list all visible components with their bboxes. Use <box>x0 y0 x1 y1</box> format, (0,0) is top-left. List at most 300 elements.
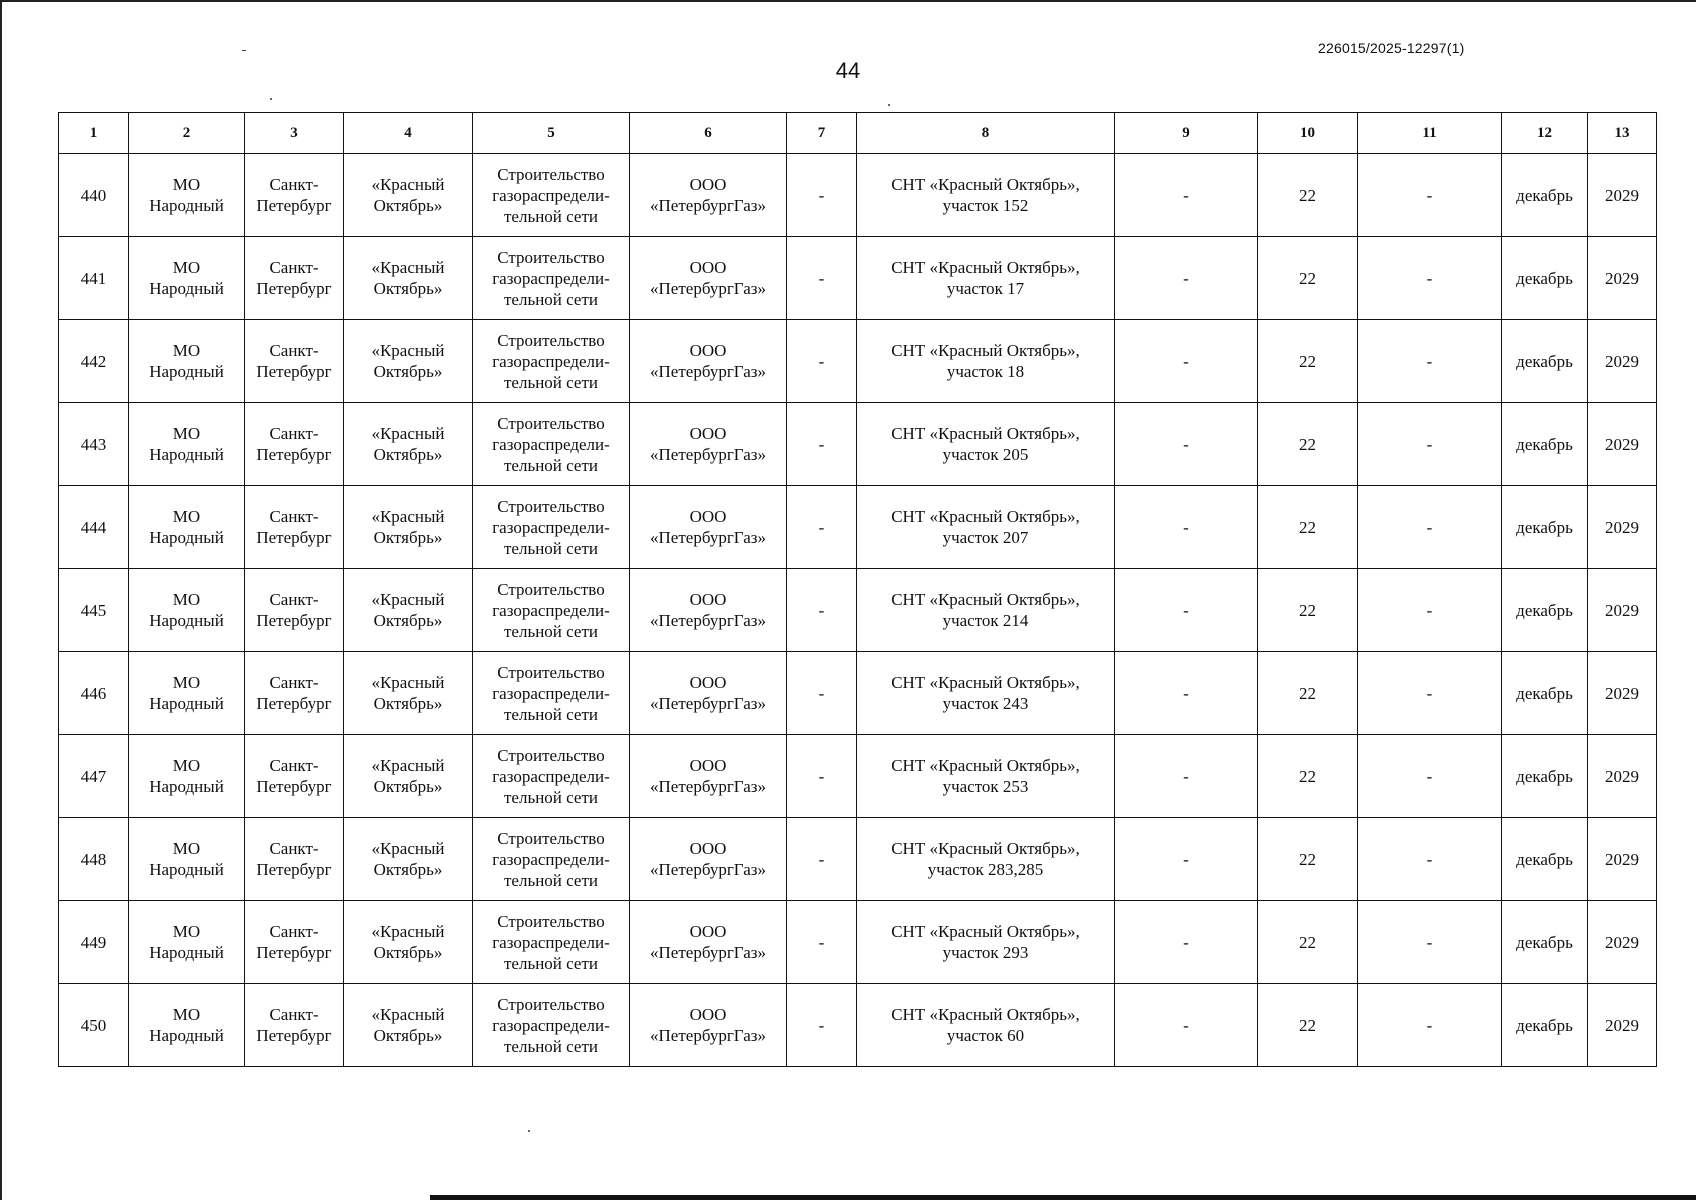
column-header: 10 <box>1258 113 1358 154</box>
area-cell <box>344 154 473 237</box>
cell-line: Народный <box>149 860 224 879</box>
cell-line: ООО <box>689 839 727 858</box>
address-cell <box>857 652 1115 735</box>
table-row <box>59 403 1657 486</box>
column-7-cell: - <box>787 735 857 818</box>
row-number-cell: 449 <box>59 901 129 984</box>
cell-line: Строительство <box>497 247 605 267</box>
work-type-cell <box>473 154 630 237</box>
area-cell <box>344 901 473 984</box>
column-9-cell: - <box>1115 237 1258 320</box>
scan-edge-bottom <box>430 1195 1696 1200</box>
cell-line: Петербург <box>256 611 332 630</box>
column-11-cell: - <box>1358 486 1502 569</box>
work-type-cell <box>473 818 630 901</box>
cell-line: МО <box>172 590 201 609</box>
work-type-cell <box>473 569 630 652</box>
cell-line: СНТ «Красный Октябрь», <box>891 756 1080 775</box>
cell-line: газораспредели- <box>492 517 610 537</box>
cell-line: Строительство <box>497 662 605 682</box>
organization-cell <box>630 735 787 818</box>
column-9-cell: - <box>1115 486 1258 569</box>
column-9-cell: - <box>1115 818 1258 901</box>
cell-line: МО <box>172 1005 201 1024</box>
cell-line: Народный <box>149 196 224 215</box>
cell-line: Санкт- <box>269 922 319 941</box>
cell-line: МО <box>172 424 201 443</box>
column-9-cell: - <box>1115 984 1258 1067</box>
column-9-cell: - <box>1115 901 1258 984</box>
organization-cell <box>630 984 787 1067</box>
column-9-cell: - <box>1115 154 1258 237</box>
cell-line: Народный <box>149 694 224 713</box>
row-number-cell: 445 <box>59 569 129 652</box>
cell-line: СНТ «Красный Октябрь», <box>891 839 1080 858</box>
year-cell: 2029 <box>1588 237 1657 320</box>
address-cell <box>857 569 1115 652</box>
column-header: 1 <box>59 113 129 154</box>
work-type-cell <box>473 486 630 569</box>
cell-line: СНТ «Красный Октябрь», <box>891 507 1080 526</box>
work-type-cell <box>473 984 630 1067</box>
cell-line: ООО <box>689 424 727 443</box>
row-number-cell: 441 <box>59 237 129 320</box>
year-cell: 2029 <box>1588 320 1657 403</box>
column-7-cell: - <box>787 818 857 901</box>
cell-line: СНТ «Красный Октябрь», <box>891 258 1080 277</box>
year-cell: 2029 <box>1588 569 1657 652</box>
cell-line: Санкт- <box>269 507 319 526</box>
work-type-cell <box>473 901 630 984</box>
scan-speck <box>270 98 272 100</box>
cell-line: МО <box>172 507 201 526</box>
cell-line: газораспредели- <box>492 849 610 869</box>
column-11-cell: - <box>1358 818 1502 901</box>
column-10-cell: 22 <box>1258 569 1358 652</box>
municipality-cell <box>129 569 245 652</box>
cell-line: МО <box>172 922 201 941</box>
cell-line: участок 205 <box>942 445 1029 464</box>
cell-line: МО <box>172 673 201 692</box>
cell-line: тельной сети <box>504 621 598 641</box>
column-7-cell: - <box>787 652 857 735</box>
municipality-cell <box>129 818 245 901</box>
area-cell <box>344 320 473 403</box>
cell-line: Строительство <box>497 828 605 848</box>
month-cell: декабрь <box>1502 237 1588 320</box>
cell-line: ООО <box>689 175 727 194</box>
organization-cell <box>630 486 787 569</box>
municipality-cell <box>129 486 245 569</box>
cell-line: Народный <box>149 777 224 796</box>
work-type-cell <box>473 237 630 320</box>
cell-line: «Красный <box>371 341 445 360</box>
cell-line: ООО <box>689 258 727 277</box>
table-row <box>59 486 1657 569</box>
month-cell: декабрь <box>1502 901 1588 984</box>
cell-line: ООО <box>689 341 727 360</box>
column-header: 5 <box>473 113 630 154</box>
row-number-cell: 440 <box>59 154 129 237</box>
cell-line: «ПетербургГаз» <box>650 777 766 796</box>
column-header: 13 <box>1588 113 1657 154</box>
year-cell: 2029 <box>1588 818 1657 901</box>
cell-line: участок 253 <box>942 777 1029 796</box>
cell-line: Санкт- <box>269 258 319 277</box>
row-number-cell: 450 <box>59 984 129 1067</box>
cell-line: участок 293 <box>942 943 1029 962</box>
cell-line: Строительство <box>497 579 605 599</box>
cell-line: Петербург <box>256 362 332 381</box>
cell-line: Санкт- <box>269 590 319 609</box>
column-10-cell: 22 <box>1258 735 1358 818</box>
cell-line: участок 60 <box>946 1026 1025 1045</box>
organization-cell <box>630 154 787 237</box>
address-cell <box>857 984 1115 1067</box>
cell-line: участок 214 <box>942 611 1029 630</box>
table-row <box>59 901 1657 984</box>
cell-line: ООО <box>689 590 727 609</box>
column-9-cell: - <box>1115 569 1258 652</box>
cell-line: ООО <box>689 756 727 775</box>
table-row <box>59 154 1657 237</box>
year-cell: 2029 <box>1588 403 1657 486</box>
column-11-cell: - <box>1358 320 1502 403</box>
cell-line: «ПетербургГаз» <box>650 694 766 713</box>
cell-line: участок 17 <box>946 279 1025 298</box>
table-row <box>59 569 1657 652</box>
column-10-cell: 22 <box>1258 403 1358 486</box>
cell-line: Народный <box>149 528 224 547</box>
cell-line: Санкт- <box>269 175 319 194</box>
row-number-cell: 444 <box>59 486 129 569</box>
column-header: 7 <box>787 113 857 154</box>
cell-line: Октябрь» <box>373 362 443 381</box>
municipality-cell <box>129 154 245 237</box>
work-type-cell <box>473 735 630 818</box>
month-cell: декабрь <box>1502 486 1588 569</box>
organization-cell <box>630 237 787 320</box>
cell-line: Санкт- <box>269 756 319 775</box>
municipality-cell <box>129 237 245 320</box>
cell-line: Народный <box>149 362 224 381</box>
column-7-cell: - <box>787 237 857 320</box>
column-header: 11 <box>1358 113 1502 154</box>
area-cell <box>344 403 473 486</box>
column-7-cell: - <box>787 403 857 486</box>
registration-number: 226015/2025-12297(1) <box>1318 40 1465 56</box>
cell-line: «Красный <box>371 1005 445 1024</box>
address-cell <box>857 154 1115 237</box>
address-cell <box>857 901 1115 984</box>
column-11-cell: - <box>1358 237 1502 320</box>
column-header: 4 <box>344 113 473 154</box>
cell-line: газораспредели- <box>492 600 610 620</box>
month-cell: декабрь <box>1502 735 1588 818</box>
cell-line: «Красный <box>371 258 445 277</box>
column-7-cell: - <box>787 984 857 1067</box>
cell-line: газораспредели- <box>492 766 610 786</box>
cell-line: участок 152 <box>942 196 1029 215</box>
cell-line: «ПетербургГаз» <box>650 943 766 962</box>
cell-line: Октябрь» <box>373 943 443 962</box>
cell-line: МО <box>172 175 201 194</box>
cell-line: «ПетербургГаз» <box>650 860 766 879</box>
column-header: 6 <box>630 113 787 154</box>
cell-line: Петербург <box>256 279 332 298</box>
cell-line: «Красный <box>371 590 445 609</box>
city-cell <box>245 237 344 320</box>
city-cell <box>245 486 344 569</box>
municipality-cell <box>129 735 245 818</box>
cell-line: газораспредели- <box>492 434 610 454</box>
organization-cell <box>630 403 787 486</box>
month-cell: декабрь <box>1502 818 1588 901</box>
cell-line: Октябрь» <box>373 445 443 464</box>
cell-line: «Красный <box>371 756 445 775</box>
area-cell <box>344 569 473 652</box>
cell-line: «ПетербургГаз» <box>650 611 766 630</box>
cell-line: СНТ «Красный Октябрь», <box>891 1005 1080 1024</box>
column-7-cell: - <box>787 569 857 652</box>
cell-line: «ПетербургГаз» <box>650 528 766 547</box>
cell-line: тельной сети <box>504 1036 598 1056</box>
cell-line: Строительство <box>497 164 605 184</box>
cell-line: Санкт- <box>269 673 319 692</box>
column-7-cell: - <box>787 901 857 984</box>
cell-line: тельной сети <box>504 206 598 226</box>
column-10-cell: 22 <box>1258 320 1358 403</box>
column-11-cell: - <box>1358 901 1502 984</box>
cell-line: Строительство <box>497 994 605 1014</box>
area-cell <box>344 818 473 901</box>
cell-line: тельной сети <box>504 870 598 890</box>
address-cell <box>857 735 1115 818</box>
column-11-cell: - <box>1358 569 1502 652</box>
city-cell <box>245 320 344 403</box>
work-type-cell <box>473 403 630 486</box>
cell-line: «ПетербургГаз» <box>650 279 766 298</box>
scan-speck <box>242 50 246 51</box>
column-9-cell: - <box>1115 320 1258 403</box>
cell-line: участок 207 <box>942 528 1029 547</box>
scan-edge-left <box>0 0 2 1200</box>
municipality-cell <box>129 984 245 1067</box>
cell-line: «Красный <box>371 673 445 692</box>
cell-line: Народный <box>149 943 224 962</box>
table-body <box>59 154 1657 1067</box>
month-cell: декабрь <box>1502 569 1588 652</box>
cell-line: тельной сети <box>504 538 598 558</box>
column-11-cell: - <box>1358 403 1502 486</box>
cell-line: СНТ «Красный Октябрь», <box>891 673 1080 692</box>
cell-line: участок 243 <box>942 694 1029 713</box>
cell-line: Строительство <box>497 496 605 516</box>
cell-line: Октябрь» <box>373 196 443 215</box>
month-cell: декабрь <box>1502 320 1588 403</box>
cell-line: Народный <box>149 279 224 298</box>
row-number-cell: 442 <box>59 320 129 403</box>
cell-line: Санкт- <box>269 1005 319 1024</box>
table-header-row <box>59 113 1657 154</box>
cell-line: СНТ «Красный Октябрь», <box>891 175 1080 194</box>
column-11-cell: - <box>1358 735 1502 818</box>
city-cell <box>245 901 344 984</box>
cell-line: тельной сети <box>504 372 598 392</box>
column-10-cell: 22 <box>1258 237 1358 320</box>
column-7-cell: - <box>787 320 857 403</box>
cell-line: Петербург <box>256 860 332 879</box>
column-9-cell: - <box>1115 403 1258 486</box>
cell-line: МО <box>172 839 201 858</box>
scan-speck <box>528 1130 530 1132</box>
column-10-cell: 22 <box>1258 818 1358 901</box>
column-10-cell: 22 <box>1258 901 1358 984</box>
row-number-cell: 443 <box>59 403 129 486</box>
municipality-cell <box>129 652 245 735</box>
organization-cell <box>630 652 787 735</box>
cell-line: Народный <box>149 1026 224 1045</box>
column-7-cell: - <box>787 154 857 237</box>
city-cell <box>245 403 344 486</box>
area-cell <box>344 652 473 735</box>
cell-line: СНТ «Красный Октябрь», <box>891 590 1080 609</box>
month-cell: декабрь <box>1502 652 1588 735</box>
cell-line: «Красный <box>371 424 445 443</box>
cell-line: Петербург <box>256 1026 332 1045</box>
scan-speck <box>888 104 890 106</box>
cell-line: «Красный <box>371 507 445 526</box>
cell-line: Строительство <box>497 911 605 931</box>
month-cell: декабрь <box>1502 403 1588 486</box>
area-cell <box>344 237 473 320</box>
cell-line: «ПетербургГаз» <box>650 445 766 464</box>
municipality-cell <box>129 320 245 403</box>
cell-line: участок 18 <box>946 362 1025 381</box>
cell-line: МО <box>172 341 201 360</box>
address-cell <box>857 486 1115 569</box>
column-10-cell: 22 <box>1258 486 1358 569</box>
column-header: 3 <box>245 113 344 154</box>
year-cell: 2029 <box>1588 901 1657 984</box>
row-number-cell: 446 <box>59 652 129 735</box>
work-type-cell <box>473 320 630 403</box>
column-11-cell: - <box>1358 154 1502 237</box>
cell-line: газораспредели- <box>492 185 610 205</box>
column-header: 9 <box>1115 113 1258 154</box>
area-cell <box>344 486 473 569</box>
area-cell <box>344 735 473 818</box>
cell-line: Октябрь» <box>373 1026 443 1045</box>
cell-line: Народный <box>149 445 224 464</box>
cell-line: Петербург <box>256 445 332 464</box>
city-cell <box>245 984 344 1067</box>
cell-line: тельной сети <box>504 953 598 973</box>
address-cell <box>857 320 1115 403</box>
register-table <box>58 112 1657 1067</box>
month-cell: декабрь <box>1502 984 1588 1067</box>
cell-line: газораспредели- <box>492 932 610 952</box>
table-row <box>59 818 1657 901</box>
cell-line: Строительство <box>497 330 605 350</box>
cell-line: газораспредели- <box>492 683 610 703</box>
column-header: 12 <box>1502 113 1588 154</box>
column-10-cell: 22 <box>1258 154 1358 237</box>
table-row <box>59 984 1657 1067</box>
cell-line: газораспредели- <box>492 351 610 371</box>
city-cell <box>245 154 344 237</box>
cell-line: тельной сети <box>504 704 598 724</box>
column-11-cell: - <box>1358 652 1502 735</box>
cell-line: Октябрь» <box>373 860 443 879</box>
cell-line: «ПетербургГаз» <box>650 196 766 215</box>
municipality-cell <box>129 901 245 984</box>
column-header: 8 <box>857 113 1115 154</box>
cell-line: ООО <box>689 673 727 692</box>
area-cell <box>344 984 473 1067</box>
cell-line: Строительство <box>497 413 605 433</box>
city-cell <box>245 735 344 818</box>
cell-line: Народный <box>149 611 224 630</box>
column-10-cell: 22 <box>1258 984 1358 1067</box>
organization-cell <box>630 901 787 984</box>
cell-line: СНТ «Красный Октябрь», <box>891 341 1080 360</box>
municipality-cell <box>129 403 245 486</box>
address-cell <box>857 403 1115 486</box>
cell-line: ООО <box>689 1005 727 1024</box>
year-cell: 2029 <box>1588 652 1657 735</box>
cell-line: Петербург <box>256 777 332 796</box>
scan-edge-top <box>0 0 1696 2</box>
cell-line: «Красный <box>371 922 445 941</box>
address-cell <box>857 818 1115 901</box>
table-row <box>59 320 1657 403</box>
cell-line: Октябрь» <box>373 279 443 298</box>
year-cell: 2029 <box>1588 984 1657 1067</box>
cell-line: «Красный <box>371 175 445 194</box>
organization-cell <box>630 569 787 652</box>
organization-cell <box>630 320 787 403</box>
cell-line: СНТ «Красный Октябрь», <box>891 424 1080 443</box>
column-header: 2 <box>129 113 245 154</box>
cell-line: участок 283,285 <box>927 860 1044 879</box>
column-10-cell: 22 <box>1258 652 1358 735</box>
city-cell <box>245 652 344 735</box>
cell-line: Петербург <box>256 943 332 962</box>
cell-line: Октябрь» <box>373 694 443 713</box>
city-cell <box>245 569 344 652</box>
work-type-cell <box>473 652 630 735</box>
cell-line: тельной сети <box>504 289 598 309</box>
cell-line: ООО <box>689 922 727 941</box>
year-cell: 2029 <box>1588 154 1657 237</box>
column-11-cell: - <box>1358 984 1502 1067</box>
cell-line: МО <box>172 756 201 775</box>
column-9-cell: - <box>1115 735 1258 818</box>
cell-line: Санкт- <box>269 341 319 360</box>
cell-line: «Красный <box>371 839 445 858</box>
cell-line: тельной сети <box>504 455 598 475</box>
year-cell: 2029 <box>1588 486 1657 569</box>
cell-line: Октябрь» <box>373 611 443 630</box>
table-row <box>59 652 1657 735</box>
column-9-cell: - <box>1115 652 1258 735</box>
table-row <box>59 735 1657 818</box>
cell-line: Октябрь» <box>373 777 443 796</box>
row-number-cell: 448 <box>59 818 129 901</box>
cell-line: СНТ «Красный Октябрь», <box>891 922 1080 941</box>
cell-line: ООО <box>689 507 727 526</box>
